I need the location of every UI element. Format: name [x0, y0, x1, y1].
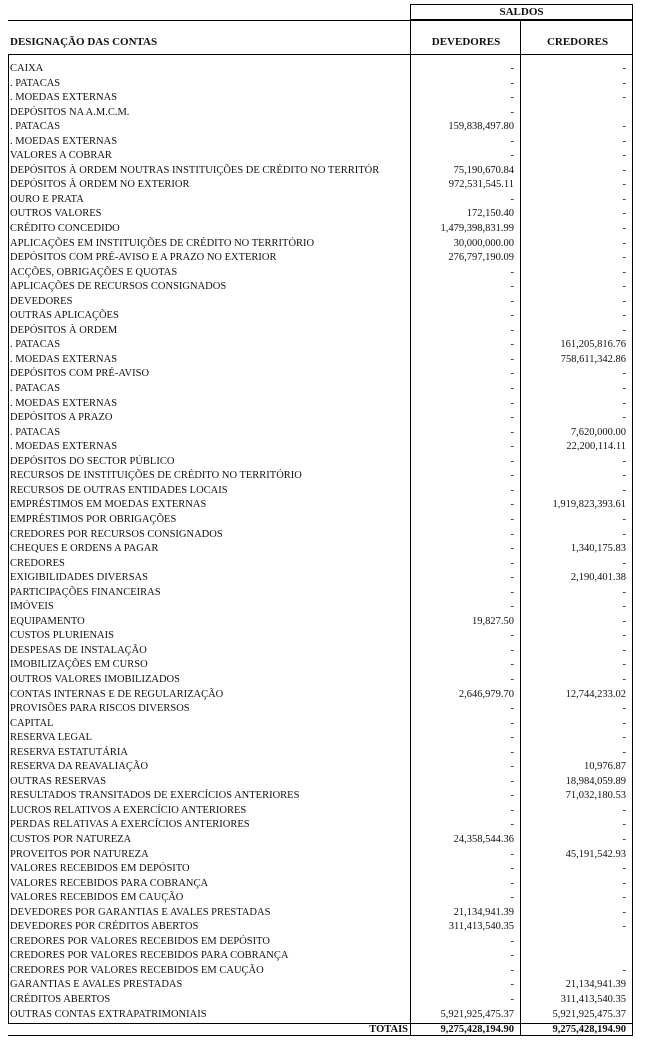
table-row: [8, 440, 633, 455]
account-name: RECURSOS DE INSTITUIÇÕES DE CRÉDITO NO TERRITÓRIO: [10, 470, 302, 482]
devedores-value: -: [510, 557, 514, 569]
devedores-value: -: [510, 193, 514, 205]
account-name: . PATACAS: [10, 426, 61, 438]
table-row: [8, 833, 633, 848]
account-name: OUTROS VALORES IMOBILIZADOS: [10, 673, 180, 685]
table-row: [8, 571, 633, 586]
devedores-value: 172,150.40: [466, 208, 514, 220]
credores-value: -: [622, 135, 626, 147]
devedores-value: 159,838,497.80: [448, 121, 514, 133]
devedores-value: -: [510, 455, 514, 467]
account-name: IMOBILIZAÇÕES EM CURSO: [10, 659, 148, 671]
table-row: [8, 775, 633, 790]
table-row: [8, 600, 633, 615]
devedores-value: -: [510, 804, 514, 816]
credores-value: -: [622, 717, 626, 729]
table-row: [8, 746, 633, 761]
table-row: [8, 309, 633, 324]
account-name: VALORES A COBRAR: [10, 150, 112, 162]
account-name: OUTROS VALORES: [10, 208, 102, 220]
totals-credores: 9,275,428,194.90: [552, 1024, 626, 1035]
accounts-table: [8, 62, 633, 1022]
account-name: DESPESAS DE INSTALAÇÃO: [10, 644, 147, 656]
table-row: [8, 324, 633, 339]
credores-value: -: [622, 266, 626, 278]
credores-value: -: [622, 223, 626, 235]
account-name: OUTRAS APLICAÇÕES: [10, 310, 119, 322]
table-row: [8, 106, 633, 121]
credores-value: -: [622, 281, 626, 293]
account-name: CONTAS INTERNAS E DE REGULARIZAÇÃO: [10, 688, 224, 700]
totals-devedores: 9,275,428,194.90: [440, 1024, 514, 1035]
table-row: [8, 920, 633, 935]
table-row: [8, 688, 633, 703]
table-row: [8, 731, 633, 746]
devedores-value: 972,531,545.11: [448, 179, 514, 191]
credores-value: -: [622, 601, 626, 613]
table-row: [8, 644, 633, 659]
devedores-value: -: [510, 353, 514, 365]
devedores-value: -: [510, 543, 514, 555]
credores-value: -: [622, 557, 626, 569]
account-name: DEPÓSITOS A PRAZO: [10, 412, 113, 424]
account-name: APLICAÇÕES DE RECURSOS CONSIGNADOS: [10, 281, 227, 293]
devedores-value: -: [510, 572, 514, 584]
devedores-value: -: [510, 892, 514, 904]
devedores-value: -: [510, 877, 514, 889]
account-name: LUCROS RELATIVOS A EXERCÍCIO ANTERIORES: [10, 804, 247, 816]
devedores-value: -: [510, 77, 514, 89]
account-name: EQUIPAMENTO: [10, 615, 85, 627]
table-row: [8, 717, 633, 732]
account-name: IMÓVEIS: [10, 601, 54, 613]
account-name: ACÇÕES, OBRIGAÇÕES E QUOTAS: [10, 266, 178, 278]
table-row: [8, 702, 633, 717]
devedores-value: 2,646,979.70: [458, 688, 514, 700]
devedores-value: -: [510, 383, 514, 395]
account-name: DEPÓSITOS COM PRÉ-AVISO: [10, 368, 150, 380]
account-name: EXIGIBILIDADES DIVERSAS: [10, 572, 148, 584]
credores-value: -: [622, 412, 626, 424]
devedores-value: -: [510, 644, 514, 656]
credores-value: 758,611,342.86: [560, 353, 626, 365]
credores-value: -: [622, 833, 626, 845]
account-name: VALORES RECEBIDOS EM DEPÓSITO: [10, 863, 190, 875]
table-row: [8, 397, 633, 412]
devedores-value: -: [510, 368, 514, 380]
account-name: OURO E PRATA: [10, 193, 84, 205]
account-name: RESERVA ESTATUTÁRIA: [10, 746, 129, 758]
credores-value: -: [622, 92, 626, 104]
table-row: [8, 891, 633, 906]
account-name: . PATACAS: [10, 77, 61, 89]
account-name: CUSTOS PLURIENAIS: [10, 630, 114, 642]
account-name: CAIXA: [10, 63, 44, 74]
account-name: DEVEDORES: [10, 295, 73, 307]
credores-value: 22,200,114.11: [566, 441, 626, 453]
account-name: CREDORES POR VALORES RECEBIDOS PARA COBRANÇA: [10, 950, 289, 962]
credores-value: -: [622, 630, 626, 642]
credores-value: -: [622, 732, 626, 744]
table-row: [8, 557, 633, 572]
table-row: [8, 484, 633, 499]
account-name: RESERVA DA REAVALIAÇÃO: [10, 761, 149, 773]
devedores-value: -: [510, 703, 514, 715]
account-name: CREDORES POR RECURSOS CONSIGNADOS: [10, 528, 223, 540]
credores-value: 18,984,059.89: [565, 775, 626, 787]
devedores-value: -: [510, 441, 514, 453]
designacao-header: DESIGNAÇÃO DAS CONTAS: [10, 36, 158, 48]
devedores-value: 5,921,925,475.37: [440, 1008, 514, 1020]
devedores-value: -: [510, 746, 514, 758]
credores-value: -: [622, 964, 626, 976]
credores-value: -: [622, 513, 626, 525]
devedores-value: -: [510, 601, 514, 613]
account-name: . PATACAS: [10, 383, 61, 395]
table-row: [8, 658, 633, 673]
credores-value: -: [622, 63, 626, 74]
devedores-value: -: [510, 397, 514, 409]
credores-value: 7,620,000.00: [570, 426, 626, 438]
credores-value: -: [622, 804, 626, 816]
devedores-value: -: [510, 863, 514, 875]
devedores-value: -: [510, 950, 514, 962]
devedores-value: -: [510, 339, 514, 351]
account-name: GARANTIAS E AVALES PRESTADAS: [10, 979, 183, 991]
credores-value: -: [622, 484, 626, 496]
account-name: CREDORES POR VALORES RECEBIDOS EM DEPÓSITO: [10, 935, 270, 947]
credores-value: 10,976.87: [584, 761, 626, 773]
table-row: [8, 353, 633, 368]
table-row: [8, 149, 633, 164]
credores-value: 311,413,540.35: [560, 994, 626, 1005]
table-row: [8, 760, 633, 775]
table-row: [8, 949, 633, 964]
credores-value: -: [622, 659, 626, 671]
account-name: DEPÓSITOS À ORDEM NO EXTERIOR: [10, 179, 190, 191]
account-name: PARTICIPAÇÕES FINANCEIRAS: [10, 586, 161, 598]
credores-header: CREDORES: [546, 36, 609, 48]
table-row: [8, 367, 633, 382]
devedores-value: -: [510, 673, 514, 685]
devedores-value: -: [510, 717, 514, 729]
devedores-value: -: [510, 92, 514, 104]
credores-value: -: [622, 863, 626, 875]
account-name: RESERVA LEGAL: [10, 732, 93, 744]
table-row: [8, 91, 633, 106]
account-name: VALORES RECEBIDOS EM CAUÇÃO: [10, 892, 184, 904]
credores-value: 1,340,175.83: [570, 543, 626, 555]
table-row: [8, 411, 633, 426]
credores-value: -: [622, 703, 626, 715]
account-name: DEPÓSITOS DO SECTOR PÚBLICO: [10, 455, 175, 467]
devedores-value: -: [510, 470, 514, 482]
devedores-value: 1,479,398,831.99: [440, 223, 514, 235]
devedores-value: -: [510, 935, 514, 947]
devedores-value: 311,413,540.35: [448, 921, 514, 933]
account-name: . MOEDAS EXTERNAS: [10, 92, 118, 104]
table-row: [8, 818, 633, 833]
credores-value: -: [622, 819, 626, 831]
devedores-value: -: [510, 324, 514, 336]
table-row: [8, 978, 633, 993]
account-name: DEPÓSITOS À ORDEM: [10, 324, 118, 336]
account-name: CREDORES POR VALORES RECEBIDOS EM CAUÇÃO: [10, 964, 264, 976]
devedores-value: -: [510, 790, 514, 802]
table-row: [8, 193, 633, 208]
devedores-value: -: [510, 994, 514, 1005]
devedores-value: -: [510, 964, 514, 976]
credores-value: -: [622, 179, 626, 191]
credores-value: -: [622, 252, 626, 264]
credores-value: -: [622, 368, 626, 380]
credores-value: 2,190,401.38: [570, 572, 626, 584]
table-row: [8, 251, 633, 266]
table-row: [8, 848, 633, 863]
devedores-value: -: [510, 412, 514, 424]
account-name: . MOEDAS EXTERNAS: [10, 441, 118, 453]
devedores-value: 30,000,000.00: [453, 237, 514, 249]
account-name: CREDORES: [10, 557, 65, 569]
table-row: [8, 513, 633, 528]
devedores-value: 21,134,941.39: [453, 906, 514, 918]
credores-value: -: [622, 644, 626, 656]
devedores-value: -: [510, 528, 514, 540]
table-row: [8, 528, 633, 543]
devedores-value: -: [510, 775, 514, 787]
credores-value: -: [622, 310, 626, 322]
devedores-value: -: [510, 761, 514, 773]
credores-value: -: [622, 673, 626, 685]
credores-value: -: [622, 150, 626, 162]
credores-value: 71,032,180.53: [565, 790, 626, 802]
account-name: DEPÓSITOS À ORDEM NOUTRAS INSTITUIÇÕES DE CRÉDITO NO TERRITÓR: [10, 164, 380, 176]
table-row: [8, 804, 633, 819]
devedores-value: -: [510, 266, 514, 278]
account-name: . MOEDAS EXTERNAS: [10, 353, 118, 365]
totals-row: [8, 1023, 633, 1036]
devedores-value: -: [510, 135, 514, 147]
credores-value: -: [622, 470, 626, 482]
table-row: [8, 338, 633, 353]
account-name: RESULTADOS TRANSITADOS DE EXERCÍCIOS ANTERIORES: [10, 790, 300, 802]
credores-value: -: [622, 877, 626, 889]
account-name: OUTRAS CONTAS EXTRAPATRIMONIAIS: [10, 1008, 207, 1020]
table-row: [8, 77, 633, 92]
table-row: [8, 877, 633, 892]
credores-value: -: [622, 237, 626, 249]
account-name: DEVEDORES POR CRÉDITOS ABERTOS: [10, 921, 199, 933]
credores-value: -: [622, 164, 626, 176]
table-row: [8, 964, 633, 979]
table-row: [8, 178, 633, 193]
account-name: DEVEDORES POR GARANTIAS E AVALES PRESTADAS: [10, 906, 271, 918]
table-row: [8, 629, 633, 644]
credores-value: 21,134,941.39: [565, 979, 626, 991]
balance-sheet: [8, 4, 633, 1036]
devedores-value: -: [510, 426, 514, 438]
credores-value: -: [622, 324, 626, 336]
devedores-value: -: [510, 848, 514, 860]
account-name: DEPÓSITOS NA A.M.C.M.: [10, 106, 130, 118]
table-row: [8, 135, 633, 150]
credores-value: -: [622, 906, 626, 918]
account-name: DEPÓSITOS COM PRÉ-AVISO E A PRAZO NO EXTERIOR: [10, 252, 277, 264]
devedores-value: -: [510, 586, 514, 598]
credores-value: -: [622, 615, 626, 627]
column-header-row: [8, 20, 633, 55]
devedores-value: -: [510, 659, 514, 671]
account-name: . MOEDAS EXTERNAS: [10, 135, 118, 147]
devedores-value: -: [510, 979, 514, 991]
devedores-value: -: [510, 630, 514, 642]
account-name: CRÉDITOS ABERTOS: [10, 994, 111, 1005]
table-row: [8, 993, 633, 1008]
devedores-value: -: [510, 150, 514, 162]
credores-value: -: [622, 455, 626, 467]
devedores-value: -: [510, 499, 514, 511]
devedores-value: 24,358,544.36: [453, 833, 514, 845]
account-name: CHEQUES E ORDENS A PAGAR: [10, 543, 159, 555]
account-name: RECURSOS DE OUTRAS ENTIDADES LOCAIS: [10, 484, 228, 496]
table-row: [8, 935, 633, 950]
credores-value: -: [622, 77, 626, 89]
table-row: [8, 1008, 633, 1023]
account-name: CAPITAL: [10, 717, 54, 729]
account-name: OUTRAS RESERVAS: [10, 775, 107, 787]
devedores-value: -: [510, 106, 514, 118]
credores-value: -: [622, 528, 626, 540]
credores-value: -: [622, 121, 626, 133]
account-name: . PATACAS: [10, 339, 61, 351]
account-name: CRÉDITO CONCEDIDO: [10, 223, 120, 235]
saldos-header: SALDOS: [410, 4, 633, 20]
table-row: [8, 906, 633, 921]
devedores-value: -: [510, 63, 514, 74]
account-name: EMPRÉSTIMOS POR OBRIGAÇÕES: [10, 513, 177, 525]
table-row: [8, 789, 633, 804]
table-row: [8, 498, 633, 513]
devedores-value: -: [510, 484, 514, 496]
table-row: [8, 280, 633, 295]
devedores-header: DEVEDORES: [431, 36, 501, 48]
credores-value: -: [622, 746, 626, 758]
table-row: [8, 207, 633, 222]
account-name: PERDAS RELATIVAS A EXERCÍCIOS ANTERIORES: [10, 819, 250, 831]
table-row: [8, 222, 633, 237]
account-name: APLICAÇÕES EM INSTITUIÇÕES DE CRÉDITO NO TERRITÓRIO: [10, 237, 315, 249]
account-name: PROVISÕES PARA RISCOS DIVERSOS: [10, 703, 190, 715]
account-name: . PATACAS: [10, 121, 61, 133]
credores-value: -: [622, 921, 626, 933]
table-row: [8, 615, 633, 630]
account-name: PROVEITOS POR NATUREZA: [10, 848, 149, 860]
credores-value: -: [622, 397, 626, 409]
devedores-value: -: [510, 281, 514, 293]
devedores-value: -: [510, 819, 514, 831]
devedores-value: -: [510, 513, 514, 525]
devedores-value: -: [510, 732, 514, 744]
totals-label: TOTAIS: [369, 1024, 408, 1035]
table-row: [8, 62, 633, 77]
account-name: EMPRÉSTIMOS EM MOEDAS EXTERNAS: [10, 499, 207, 511]
credores-value: -: [622, 892, 626, 904]
table-row: [8, 237, 633, 252]
credores-value: 12,744,233.02: [565, 688, 626, 700]
table-row: [8, 455, 633, 470]
table-row: [8, 164, 633, 179]
credores-value: -: [622, 208, 626, 220]
table-row: [8, 469, 633, 484]
devedores-value: 75,190,670.84: [453, 164, 514, 176]
devedores-value: 276,797,190.09: [448, 252, 514, 264]
table-row: [8, 542, 633, 557]
credores-value: -: [622, 586, 626, 598]
credores-value: 161,205,816.76: [560, 339, 626, 351]
account-name: . MOEDAS EXTERNAS: [10, 397, 118, 409]
table-row: [8, 426, 633, 441]
table-row: [8, 382, 633, 397]
account-name: CUSTOS POR NATUREZA: [10, 833, 132, 845]
devedores-value: -: [510, 310, 514, 322]
credores-value: 1,919,823,393.61: [552, 499, 626, 511]
credores-value: -: [622, 383, 626, 395]
credores-value: 45,191,542.93: [565, 848, 626, 860]
devedores-value: -: [510, 295, 514, 307]
table-row: [8, 295, 633, 310]
credores-value: 5,921,925,475.37: [552, 1008, 626, 1020]
devedores-value: 19,827.50: [472, 615, 514, 627]
table-row: [8, 120, 633, 135]
table-row: [8, 586, 633, 601]
credores-value: -: [622, 193, 626, 205]
credores-value: -: [622, 295, 626, 307]
table-row: [8, 266, 633, 281]
table-row: [8, 673, 633, 688]
account-name: VALORES RECEBIDOS PARA COBRANÇA: [10, 877, 209, 889]
table-row: [8, 862, 633, 877]
